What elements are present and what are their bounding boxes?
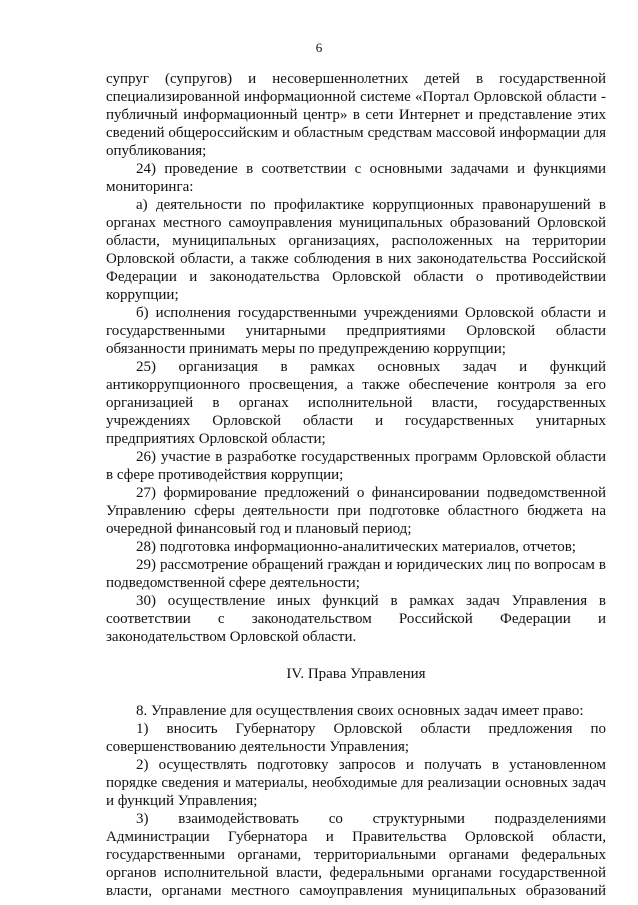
paragraph-item-24: 24) проведение в соответствии с основными задачами и функциями мониторинга: (106, 161, 606, 195)
paragraph-right-2: 2) осуществлять подготовку запросов и получать в установленном порядке сведения и материалы, необходимые для реализации основных задач и функций Управления; (106, 757, 606, 809)
paragraph-item-28: 28) подготовка информационно-аналитических материалов, отчетов; (136, 539, 576, 555)
paragraph-right-3: 3) взаимодействовать со структурными подразделениями Администрации Губернатора и Правительства Орловской области, государственными органами, территориальными органами федеральных органов исполнительной власти, федеральными органами государственной власти, органами местного самоуправления муниципальных образований (106, 811, 606, 899)
paragraph-item-25: 25) организация в рамках основных задач и функций антикоррупционного просвещения, а также обеспечение контроля за его организацией в органах исполнительной власти, государственных учреждениях Орловской области и государственных унитарных предприятиях Орловской области; (106, 359, 606, 447)
paragraph-continuation: супруг (супругов) и несовершеннолетних детей в государственной специализированной информационной системе «Портал Орловской области - публичный информационный центр» в сети Интернет и представление этих сведений общероссийским и областным средствам массовой информации для опубликования; (106, 71, 606, 159)
paragraph-right-1: 1) вносить Губернатору Орловской области предложения по совершенствованию деятельности Управления; (106, 721, 606, 755)
paragraph-item-24a: а) деятельности по профилактике коррупционных правонарушений в органах местного самоуправления муниципальных образований Орловской области, муниципальных организациях, расположенных на территории Орловской области, а также соблюдения в них законодательства Российской Федерации и законодательства Орловской области о противодействии коррупции; (106, 197, 606, 303)
paragraph-item-26: 26) участие в разработке государственных программ Орловской области в сфере противодействия коррупции; (106, 449, 606, 483)
document-body (106, 70, 606, 900)
paragraph-item-30: 30) осуществление иных функций в рамках задач Управления в соответствии с законодательством Российской Федерации и законодательством Орловской области. (106, 593, 606, 645)
paragraph-item-27: 27) формирование предложений о финансировании подведомственной Управлению сферы деятельности при подготовке областного бюджета на очередной финансовый год и плановый период; (106, 485, 606, 537)
page-number: 6 (315, 40, 323, 55)
paragraph-section-8: 8. Управление для осуществления своих основных задач имеет право: (136, 703, 584, 719)
paragraph-item-24b: б) исполнения государственными учреждениями Орловской области и государственными унитарными предприятиями Орловской области обязанности принимать меры по предупреждению коррупции; (106, 305, 606, 357)
paragraph-item-29: 29) рассмотрение обращений граждан и юридических лиц по вопросам в подведомственной сфере деятельности; (106, 557, 606, 591)
section-heading: IV. Права Управления (286, 666, 426, 682)
